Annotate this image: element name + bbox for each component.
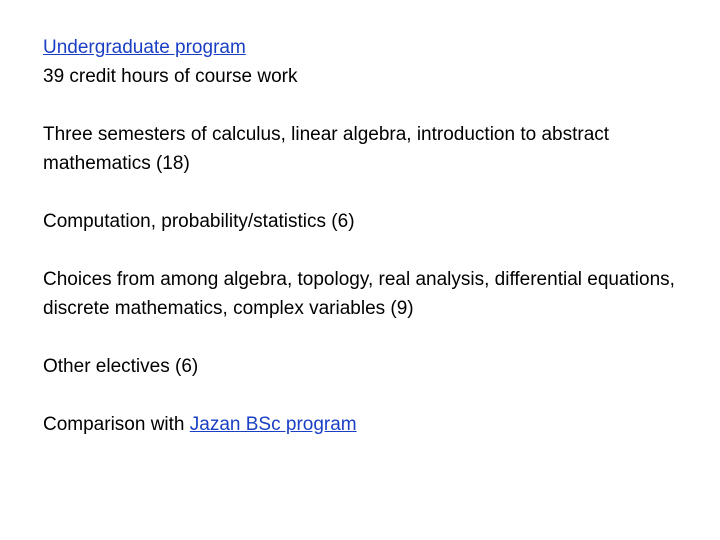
spacer: [43, 178, 693, 207]
spacer: [43, 323, 693, 352]
credit-hours-text: 39 credit hours of course work: [43, 66, 298, 87]
slide-content: [43, 33, 693, 439]
requirement-item-electives: Other electives (6): [43, 356, 199, 377]
requirement-item-calculus: Three semesters of calculus, linear algebra, introduction to abstract mathematics (18): [43, 124, 610, 174]
comparison-line: [43, 410, 693, 439]
spacer: [43, 91, 693, 120]
heading-block: [43, 33, 693, 91]
spacer: [43, 381, 693, 410]
requirement-item-computation: Computation, probability/statistics (6): [43, 211, 355, 232]
requirement-item-choices: Choices from among algebra, topology, real analysis, differential equations, discrete mathematics, complex variables (9): [43, 269, 675, 319]
comparison-prefix: Comparison with: [43, 414, 190, 435]
jazan-bsc-program-link[interactable]: Jazan BSc program: [189, 414, 357, 435]
undergraduate-program-link[interactable]: Undergraduate program: [43, 37, 246, 58]
spacer: [43, 236, 693, 265]
